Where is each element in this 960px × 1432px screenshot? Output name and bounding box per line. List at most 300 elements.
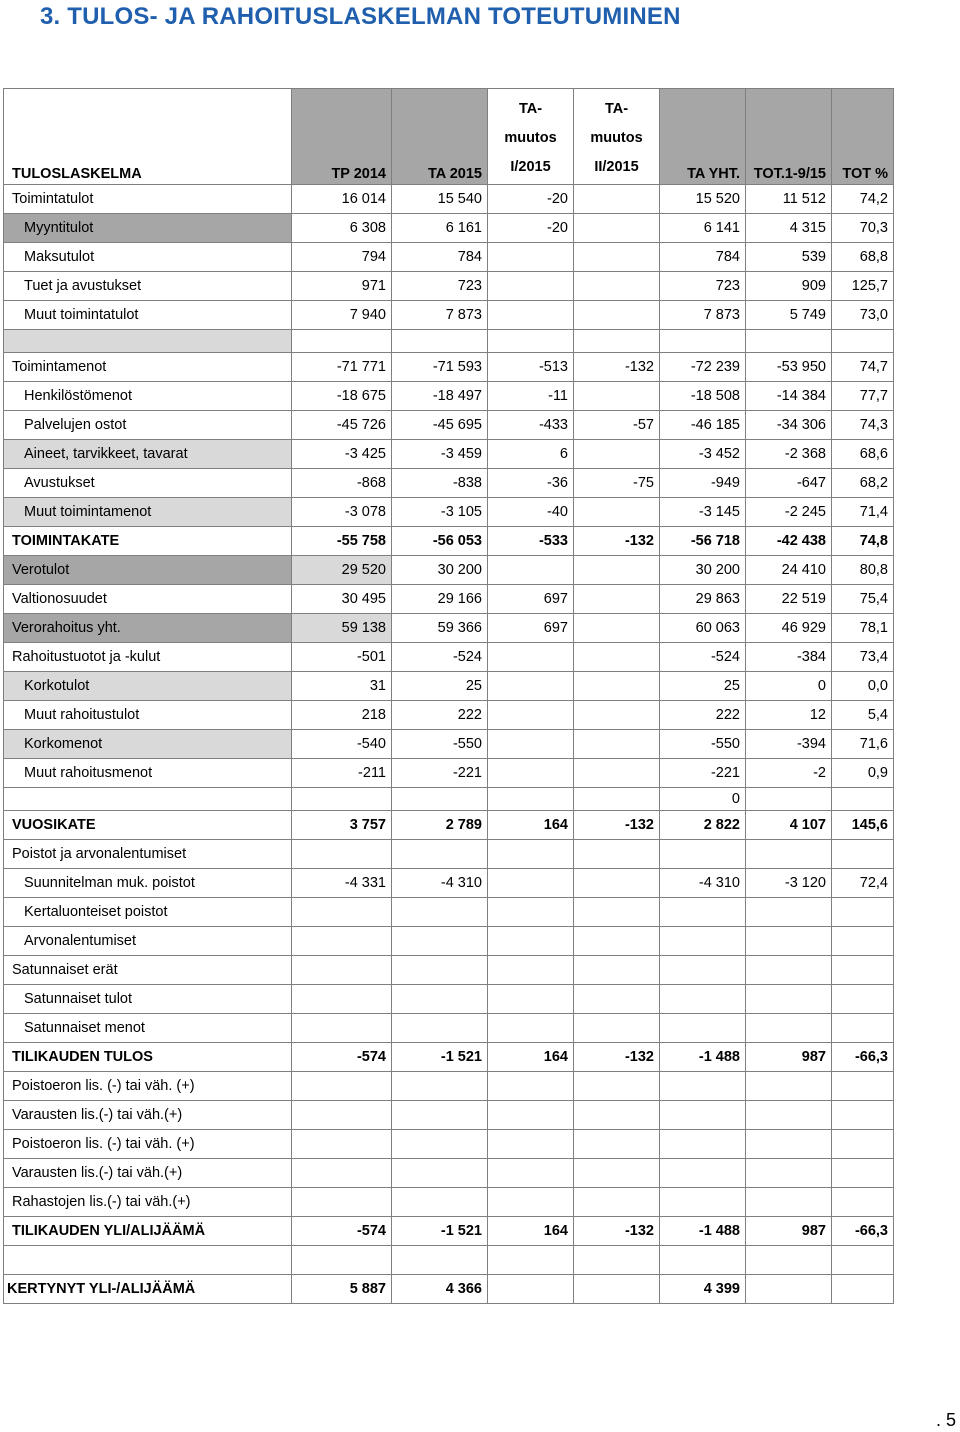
cell-m1 xyxy=(488,701,574,730)
cell-m2 xyxy=(574,956,660,985)
row-label: Maksutulot xyxy=(4,243,292,272)
cell-pct: 80,8 xyxy=(832,556,894,585)
cell-tot xyxy=(746,1130,832,1159)
cell-m1 xyxy=(488,243,574,272)
cell-m2 xyxy=(574,643,660,672)
cell-m1 xyxy=(488,840,574,869)
cell-yht: -1 488 xyxy=(660,1217,746,1246)
cell-tp: -55 758 xyxy=(292,527,392,556)
cell-m2 xyxy=(574,272,660,301)
spacer-cell xyxy=(292,1246,392,1275)
cell-yht: 0 xyxy=(660,788,746,811)
cell-m2 xyxy=(574,614,660,643)
cell-tp xyxy=(292,1188,392,1217)
spacer-cell xyxy=(488,1246,574,1275)
cell-yht xyxy=(660,985,746,1014)
cell-tp xyxy=(292,956,392,985)
cell-tot: -3 120 xyxy=(746,869,832,898)
table-row xyxy=(4,382,894,411)
table-row xyxy=(4,411,894,440)
cell-m1 xyxy=(488,301,574,330)
cell-tot: -2 245 xyxy=(746,498,832,527)
spacer-cell xyxy=(660,1246,746,1275)
cell-tp xyxy=(292,898,392,927)
cell-tot xyxy=(746,788,832,811)
table-row xyxy=(4,556,894,585)
cell-tot: 5 749 xyxy=(746,301,832,330)
header-tot-pct: TOT % xyxy=(832,89,894,185)
cell-yht: 4 399 xyxy=(660,1275,746,1304)
table-row xyxy=(4,1130,894,1159)
table-row xyxy=(4,585,894,614)
spacer-cell xyxy=(488,330,574,353)
cell-tot xyxy=(746,927,832,956)
header-tot-1-9: TOT.1-9/15 xyxy=(746,89,832,185)
cell-tp: 971 xyxy=(292,272,392,301)
cell-m2 xyxy=(574,585,660,614)
cell-yht: -46 185 xyxy=(660,411,746,440)
cell-m2 xyxy=(574,214,660,243)
cell-tot: 4 315 xyxy=(746,214,832,243)
cell-tp: -574 xyxy=(292,1217,392,1246)
cell-ta: -3 105 xyxy=(392,498,488,527)
cell-pct: 71,6 xyxy=(832,730,894,759)
cell-ta: 2 789 xyxy=(392,811,488,840)
cell-pct: 68,2 xyxy=(832,469,894,498)
cell-yht xyxy=(660,1188,746,1217)
cell-m1: -36 xyxy=(488,469,574,498)
spacer-cell xyxy=(574,330,660,353)
cell-tp: 794 xyxy=(292,243,392,272)
cell-pct xyxy=(832,1014,894,1043)
cell-yht: 60 063 xyxy=(660,614,746,643)
row-label: Muut rahoitusmenot xyxy=(4,759,292,788)
cell-tot: 987 xyxy=(746,1217,832,1246)
row-label: Varausten lis.(-) tai väh.(+) xyxy=(4,1159,292,1188)
row-label: Satunnaiset tulot xyxy=(4,985,292,1014)
row-label: Poistot ja arvonalentumiset xyxy=(4,840,292,869)
cell-tp xyxy=(292,1014,392,1043)
cell-m2 xyxy=(574,1072,660,1101)
table-row xyxy=(4,353,894,382)
cell-tot: 4 107 xyxy=(746,811,832,840)
cell-ta: 7 873 xyxy=(392,301,488,330)
cell-yht xyxy=(660,1159,746,1188)
cell-ta: 6 161 xyxy=(392,214,488,243)
cell-pct xyxy=(832,1130,894,1159)
row-label: Verorahoitus yht. xyxy=(4,614,292,643)
cell-pct: -66,3 xyxy=(832,1043,894,1072)
table-row xyxy=(4,701,894,730)
cell-ta xyxy=(392,927,488,956)
cell-yht: -18 508 xyxy=(660,382,746,411)
spacer-cell xyxy=(746,330,832,353)
cell-m2 xyxy=(574,243,660,272)
cell-m2 xyxy=(574,788,660,811)
table-row xyxy=(4,498,894,527)
spacer-cell xyxy=(4,330,292,353)
cell-tot: -14 384 xyxy=(746,382,832,411)
cell-m2 xyxy=(574,301,660,330)
cell-m2 xyxy=(574,498,660,527)
cell-ta: -1 521 xyxy=(392,1043,488,1072)
table-row xyxy=(4,1159,894,1188)
cell-yht: -1 488 xyxy=(660,1043,746,1072)
cell-ta: 784 xyxy=(392,243,488,272)
table-row xyxy=(4,1188,894,1217)
row-label xyxy=(4,788,292,811)
cell-yht xyxy=(660,898,746,927)
cell-m1: 164 xyxy=(488,1217,574,1246)
cell-tot: 539 xyxy=(746,243,832,272)
cell-pct: 73,0 xyxy=(832,301,894,330)
spacer-cell xyxy=(832,1246,894,1275)
header-tp2014: TP 2014 xyxy=(292,89,392,185)
cell-yht: -524 xyxy=(660,643,746,672)
cell-yht xyxy=(660,1014,746,1043)
cell-tot xyxy=(746,1275,832,1304)
row-label: KERTYNYT YLI-/ALIJÄÄMÄ xyxy=(4,1275,292,1304)
cell-tot: -2 368 xyxy=(746,440,832,469)
cell-yht: 2 822 xyxy=(660,811,746,840)
cell-ta: 59 366 xyxy=(392,614,488,643)
spacer-cell xyxy=(660,330,746,353)
cell-m1: -20 xyxy=(488,185,574,214)
cell-ta xyxy=(392,1014,488,1043)
cell-tot xyxy=(746,956,832,985)
table-row xyxy=(4,730,894,759)
cell-pct xyxy=(832,985,894,1014)
cell-m1 xyxy=(488,1072,574,1101)
cell-tp: 6 308 xyxy=(292,214,392,243)
cell-m1 xyxy=(488,1101,574,1130)
cell-m2: -75 xyxy=(574,469,660,498)
cell-m1: 6 xyxy=(488,440,574,469)
cell-pct: 5,4 xyxy=(832,701,894,730)
cell-pct xyxy=(832,1188,894,1217)
cell-pct xyxy=(832,927,894,956)
table-row xyxy=(4,985,894,1014)
cell-m2 xyxy=(574,898,660,927)
spacer-cell xyxy=(574,1246,660,1275)
cell-yht xyxy=(660,1101,746,1130)
cell-tot xyxy=(746,898,832,927)
cell-pct xyxy=(832,840,894,869)
cell-ta xyxy=(392,898,488,927)
cell-tp xyxy=(292,840,392,869)
cell-pct: 145,6 xyxy=(832,811,894,840)
cell-ta: 723 xyxy=(392,272,488,301)
cell-tp: 29 520 xyxy=(292,556,392,585)
cell-tot: -42 438 xyxy=(746,527,832,556)
cell-tp xyxy=(292,1072,392,1101)
cell-ta xyxy=(392,840,488,869)
cell-ta: 25 xyxy=(392,672,488,701)
cell-tot: 24 410 xyxy=(746,556,832,585)
cell-yht xyxy=(660,1130,746,1159)
cell-m2 xyxy=(574,701,660,730)
cell-m1 xyxy=(488,1014,574,1043)
cell-m1 xyxy=(488,869,574,898)
row-label: Arvonalentumiset xyxy=(4,927,292,956)
row-label: Valtionosuudet xyxy=(4,585,292,614)
cell-pct xyxy=(832,1101,894,1130)
cell-ta: 4 366 xyxy=(392,1275,488,1304)
spacer-row xyxy=(4,1246,894,1275)
table-row xyxy=(4,1217,894,1246)
table-row xyxy=(4,840,894,869)
cell-yht xyxy=(660,840,746,869)
cell-pct: -66,3 xyxy=(832,1217,894,1246)
cell-ta xyxy=(392,985,488,1014)
cell-ta xyxy=(392,1072,488,1101)
row-label: Muut rahoitustulot xyxy=(4,701,292,730)
cell-m1: -11 xyxy=(488,382,574,411)
table-row xyxy=(4,898,894,927)
cell-yht: -550 xyxy=(660,730,746,759)
cell-m1: -40 xyxy=(488,498,574,527)
cell-m2: -132 xyxy=(574,1043,660,1072)
row-label: Muut toimintatulot xyxy=(4,301,292,330)
cell-yht: 222 xyxy=(660,701,746,730)
cell-yht: -949 xyxy=(660,469,746,498)
cell-yht: -4 310 xyxy=(660,869,746,898)
cell-tp: 30 495 xyxy=(292,585,392,614)
cell-tp: 59 138 xyxy=(292,614,392,643)
cell-m2 xyxy=(574,759,660,788)
cell-m2 xyxy=(574,840,660,869)
cell-tot: 909 xyxy=(746,272,832,301)
cell-yht: -72 239 xyxy=(660,353,746,382)
cell-yht: -3 145 xyxy=(660,498,746,527)
cell-tot xyxy=(746,1159,832,1188)
cell-ta: -524 xyxy=(392,643,488,672)
cell-ta: 29 166 xyxy=(392,585,488,614)
cell-tot: 987 xyxy=(746,1043,832,1072)
table-row xyxy=(4,1101,894,1130)
cell-m1 xyxy=(488,272,574,301)
table-row xyxy=(4,527,894,556)
spacer-cell xyxy=(292,330,392,353)
cell-pct: 78,1 xyxy=(832,614,894,643)
cell-m2 xyxy=(574,185,660,214)
cell-tot: 46 929 xyxy=(746,614,832,643)
cell-ta: -3 459 xyxy=(392,440,488,469)
cell-yht xyxy=(660,927,746,956)
cell-pct xyxy=(832,1159,894,1188)
cell-pct: 75,4 xyxy=(832,585,894,614)
cell-tp: 3 757 xyxy=(292,811,392,840)
cell-pct xyxy=(832,898,894,927)
cell-tp: -3 425 xyxy=(292,440,392,469)
cell-m1: 164 xyxy=(488,811,574,840)
cell-tot: -394 xyxy=(746,730,832,759)
cell-tp: -71 771 xyxy=(292,353,392,382)
cell-m1 xyxy=(488,788,574,811)
row-label: Tuet ja avustukset xyxy=(4,272,292,301)
row-label: Poistoeron lis. (-) tai väh. (+) xyxy=(4,1130,292,1159)
cell-pct xyxy=(832,788,894,811)
cell-ta: -221 xyxy=(392,759,488,788)
cell-yht xyxy=(660,956,746,985)
cell-m2: -132 xyxy=(574,527,660,556)
table-row xyxy=(4,672,894,701)
cell-m2: -132 xyxy=(574,1217,660,1246)
spacer-cell xyxy=(392,1246,488,1275)
cell-m1 xyxy=(488,556,574,585)
cell-m1 xyxy=(488,759,574,788)
cell-tot xyxy=(746,1101,832,1130)
table-row xyxy=(4,811,894,840)
cell-ta: -838 xyxy=(392,469,488,498)
page-number: . 5 xyxy=(935,1410,956,1430)
cell-m1: 697 xyxy=(488,614,574,643)
cell-tot: 0 xyxy=(746,672,832,701)
cell-pct: 68,8 xyxy=(832,243,894,272)
cell-m1 xyxy=(488,1275,574,1304)
cell-ta: -56 053 xyxy=(392,527,488,556)
row-label: Palvelujen ostot xyxy=(4,411,292,440)
header-ta-yht: TA YHT. xyxy=(660,89,746,185)
cell-m2 xyxy=(574,1130,660,1159)
table-row xyxy=(4,1014,894,1043)
row-label: Myyntitulot xyxy=(4,214,292,243)
cell-yht: 784 xyxy=(660,243,746,272)
cell-tp: -3 078 xyxy=(292,498,392,527)
cell-yht: 723 xyxy=(660,272,746,301)
cell-pct: 74,2 xyxy=(832,185,894,214)
table-row xyxy=(4,1072,894,1101)
header-label: TULOSLASKELMA xyxy=(4,89,292,185)
row-label: Henkilöstömenot xyxy=(4,382,292,411)
cell-yht: -56 718 xyxy=(660,527,746,556)
cell-tot xyxy=(746,1014,832,1043)
cell-m1 xyxy=(488,956,574,985)
cell-ta: 30 200 xyxy=(392,556,488,585)
cell-m1 xyxy=(488,1159,574,1188)
cell-tp xyxy=(292,927,392,956)
table-row xyxy=(4,214,894,243)
table-row xyxy=(4,185,894,214)
cell-tp: -868 xyxy=(292,469,392,498)
cell-pct: 74,3 xyxy=(832,411,894,440)
cell-pct: 70,3 xyxy=(832,214,894,243)
cell-m1 xyxy=(488,1130,574,1159)
cell-tot xyxy=(746,1188,832,1217)
cell-m1: -513 xyxy=(488,353,574,382)
cell-ta: -4 310 xyxy=(392,869,488,898)
cell-tot xyxy=(746,840,832,869)
row-label: Aineet, tarvikkeet, tavarat xyxy=(4,440,292,469)
cell-m2 xyxy=(574,1014,660,1043)
spacer-cell xyxy=(746,1246,832,1275)
cell-yht: 30 200 xyxy=(660,556,746,585)
cell-yht: 7 873 xyxy=(660,301,746,330)
cell-ta: -550 xyxy=(392,730,488,759)
table-body xyxy=(4,185,894,1304)
cell-ta: -45 695 xyxy=(392,411,488,440)
cell-ta xyxy=(392,788,488,811)
page-title: 3. TULOS- JA RAHOITUSLASKELMAN TOTEUTUMINEN xyxy=(40,3,681,30)
cell-m2: -57 xyxy=(574,411,660,440)
cell-tot xyxy=(746,1072,832,1101)
table-row xyxy=(4,643,894,672)
cell-m2 xyxy=(574,869,660,898)
cell-m2 xyxy=(574,1159,660,1188)
cell-ta: -1 521 xyxy=(392,1217,488,1246)
cell-ta: -71 593 xyxy=(392,353,488,382)
table-row xyxy=(4,440,894,469)
cell-yht: -221 xyxy=(660,759,746,788)
cell-m2 xyxy=(574,1188,660,1217)
row-label: Toimintatulot xyxy=(4,185,292,214)
table-row xyxy=(4,869,894,898)
cell-ta xyxy=(392,956,488,985)
cell-pct: 74,8 xyxy=(832,527,894,556)
table-row xyxy=(4,243,894,272)
row-label: Muut toimintamenot xyxy=(4,498,292,527)
cell-m1: 164 xyxy=(488,1043,574,1072)
cell-ta xyxy=(392,1188,488,1217)
cell-ta: 222 xyxy=(392,701,488,730)
table-row xyxy=(4,614,894,643)
cell-ta xyxy=(392,1130,488,1159)
cell-m1 xyxy=(488,730,574,759)
row-label: Satunnaiset erät xyxy=(4,956,292,985)
row-label: TILIKAUDEN YLI/ALIJÄÄMÄ xyxy=(4,1217,292,1246)
cell-ta: 15 540 xyxy=(392,185,488,214)
table-row xyxy=(4,927,894,956)
cell-m1 xyxy=(488,643,574,672)
cell-m2 xyxy=(574,1275,660,1304)
cell-tot: -647 xyxy=(746,469,832,498)
cell-tot: -34 306 xyxy=(746,411,832,440)
cell-pct: 77,7 xyxy=(832,382,894,411)
cell-m2: -132 xyxy=(574,353,660,382)
row-label: Poistoeron lis. (-) tai väh. (+) xyxy=(4,1072,292,1101)
cell-yht: 25 xyxy=(660,672,746,701)
table-row xyxy=(4,1043,894,1072)
cell-pct: 0,9 xyxy=(832,759,894,788)
cell-pct xyxy=(832,1275,894,1304)
cell-tot: -384 xyxy=(746,643,832,672)
cell-tp: -501 xyxy=(292,643,392,672)
table-header-row xyxy=(4,89,894,185)
cell-m2 xyxy=(574,382,660,411)
cell-pct: 0,0 xyxy=(832,672,894,701)
row-label: VUOSIKATE xyxy=(4,811,292,840)
cell-yht: 6 141 xyxy=(660,214,746,243)
row-label: TOIMINTAKATE xyxy=(4,527,292,556)
cell-m1: -433 xyxy=(488,411,574,440)
cell-m2 xyxy=(574,440,660,469)
cell-ta xyxy=(392,1159,488,1188)
cell-yht: -3 452 xyxy=(660,440,746,469)
cell-ta xyxy=(392,1101,488,1130)
cell-m1 xyxy=(488,1188,574,1217)
cell-ta: -18 497 xyxy=(392,382,488,411)
spacer-cell xyxy=(832,330,894,353)
income-statement-table xyxy=(3,88,894,1304)
cell-pct: 73,4 xyxy=(832,643,894,672)
cell-tp xyxy=(292,985,392,1014)
cell-tot: 11 512 xyxy=(746,185,832,214)
row-label: Korkotulot xyxy=(4,672,292,701)
cell-tp: -574 xyxy=(292,1043,392,1072)
cell-pct xyxy=(832,956,894,985)
header-ta2015: TA 2015 xyxy=(392,89,488,185)
cell-m1 xyxy=(488,898,574,927)
